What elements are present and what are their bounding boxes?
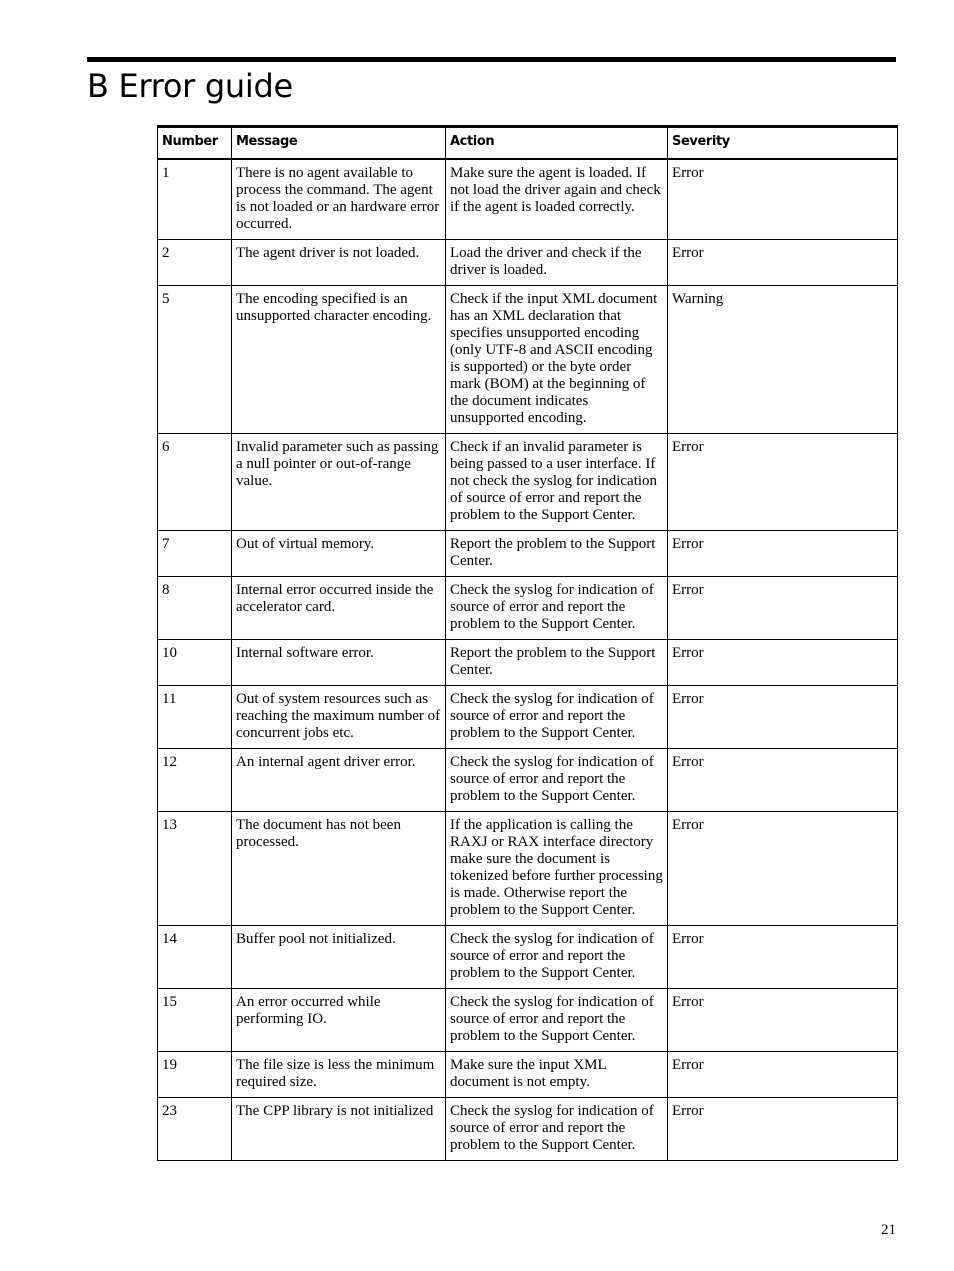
table-row (158, 686, 898, 749)
cell-message: There is no agent available to process the command. The agent is not loaded or an hardware error occurred. (232, 159, 446, 240)
cell-severity: Error (668, 240, 898, 286)
cell-number: 11 (158, 686, 232, 749)
cell-action: Check the syslog for indication of source of error and report the problem to the Support Center. (446, 926, 668, 989)
cell-action: Check if an invalid parameter is being passed to a user interface. If not check the syslog for indication of source of error and report the problem to the Support Center. (446, 434, 668, 531)
cell-message: Internal software error. (232, 640, 446, 686)
cell-action: Check the syslog for indication of source of error and report the problem to the Support Center. (446, 1098, 668, 1161)
cell-message: Out of system resources such as reaching the maximum number of concurrent jobs etc. (232, 686, 446, 749)
page-number: 21 (881, 1222, 896, 1238)
table-row (158, 1052, 898, 1098)
header-message: Message (232, 127, 446, 160)
table-header-row (158, 127, 898, 160)
cell-action: Check the syslog for indication of source of error and report the problem to the Support Center. (446, 577, 668, 640)
cell-number: 7 (158, 531, 232, 577)
table-row (158, 1098, 898, 1161)
cell-number: 19 (158, 1052, 232, 1098)
cell-action: If the application is calling the RAXJ or RAX interface directory make sure the document is tokenized before further processing is made. Otherwise report the problem to the Support Center. (446, 812, 668, 926)
cell-message: Out of virtual memory. (232, 531, 446, 577)
cell-action: Load the driver and check if the driver is loaded. (446, 240, 668, 286)
cell-message: An error occurred while performing IO. (232, 989, 446, 1052)
cell-number: 1 (158, 159, 232, 240)
table-row (158, 286, 898, 434)
header-severity: Severity (668, 127, 898, 160)
cell-severity: Error (668, 531, 898, 577)
header-action: Action (446, 127, 668, 160)
cell-number: 6 (158, 434, 232, 531)
cell-number: 12 (158, 749, 232, 812)
cell-action: Report the problem to the Support Center. (446, 640, 668, 686)
error-table-body (158, 159, 898, 1161)
table-row (158, 240, 898, 286)
table-row (158, 434, 898, 531)
cell-message: The CPP library is not initialized (232, 1098, 446, 1161)
cell-severity: Error (668, 1098, 898, 1161)
table-row (158, 989, 898, 1052)
table-row (158, 531, 898, 577)
cell-severity: Error (668, 749, 898, 812)
cell-action: Report the problem to the Support Center. (446, 531, 668, 577)
table-row (158, 577, 898, 640)
cell-action: Check the syslog for indication of source of error and report the problem to the Support Center. (446, 989, 668, 1052)
cell-number: 14 (158, 926, 232, 989)
cell-action: Make sure the input XML document is not empty. (446, 1052, 668, 1098)
cell-message: The file size is less the minimum required size. (232, 1052, 446, 1098)
cell-number: 5 (158, 286, 232, 434)
cell-number: 8 (158, 577, 232, 640)
cell-severity: Error (668, 434, 898, 531)
cell-severity: Error (668, 926, 898, 989)
cell-action: Make sure the agent is loaded. If not load the driver again and check if the agent is loaded correctly. (446, 159, 668, 240)
cell-severity: Warning (668, 286, 898, 434)
cell-number: 2 (158, 240, 232, 286)
cell-severity: Error (668, 812, 898, 926)
cell-severity: Error (668, 989, 898, 1052)
cell-severity: Error (668, 640, 898, 686)
table-row (158, 640, 898, 686)
cell-severity: Error (668, 1052, 898, 1098)
cell-number: 13 (158, 812, 232, 926)
cell-severity: Error (668, 686, 898, 749)
cell-message: The encoding specified is an unsupported character encoding. (232, 286, 446, 434)
cell-message: The agent driver is not loaded. (232, 240, 446, 286)
error-table (157, 125, 898, 1161)
header-number: Number (158, 127, 232, 160)
table-row (158, 812, 898, 926)
cell-action: Check if the input XML document has an XML declaration that specifies unsupported encoding (only UTF-8 and ASCII encoding is supported) or the byte order mark (BOM) at the beginning of the document indicates unsupported encoding. (446, 286, 668, 434)
cell-action: Check the syslog for indication of source of error and report the problem to the Support Center. (446, 686, 668, 749)
cell-message: The document has not been processed. (232, 812, 446, 926)
cell-message: An internal agent driver error. (232, 749, 446, 812)
cell-message: Invalid parameter such as passing a null pointer or out-of-range value. (232, 434, 446, 531)
chapter-title: B Error guide (87, 67, 293, 105)
cell-action: Check the syslog for indication of source of error and report the problem to the Support Center. (446, 749, 668, 812)
chapter-top-rule (87, 57, 896, 62)
cell-number: 10 (158, 640, 232, 686)
cell-number: 23 (158, 1098, 232, 1161)
table-row (158, 749, 898, 812)
cell-message: Internal error occurred inside the accelerator card. (232, 577, 446, 640)
cell-number: 15 (158, 989, 232, 1052)
table-row (158, 159, 898, 240)
table-row (158, 926, 898, 989)
cell-message: Buffer pool not initialized. (232, 926, 446, 989)
cell-severity: Error (668, 577, 898, 640)
cell-severity: Error (668, 159, 898, 240)
